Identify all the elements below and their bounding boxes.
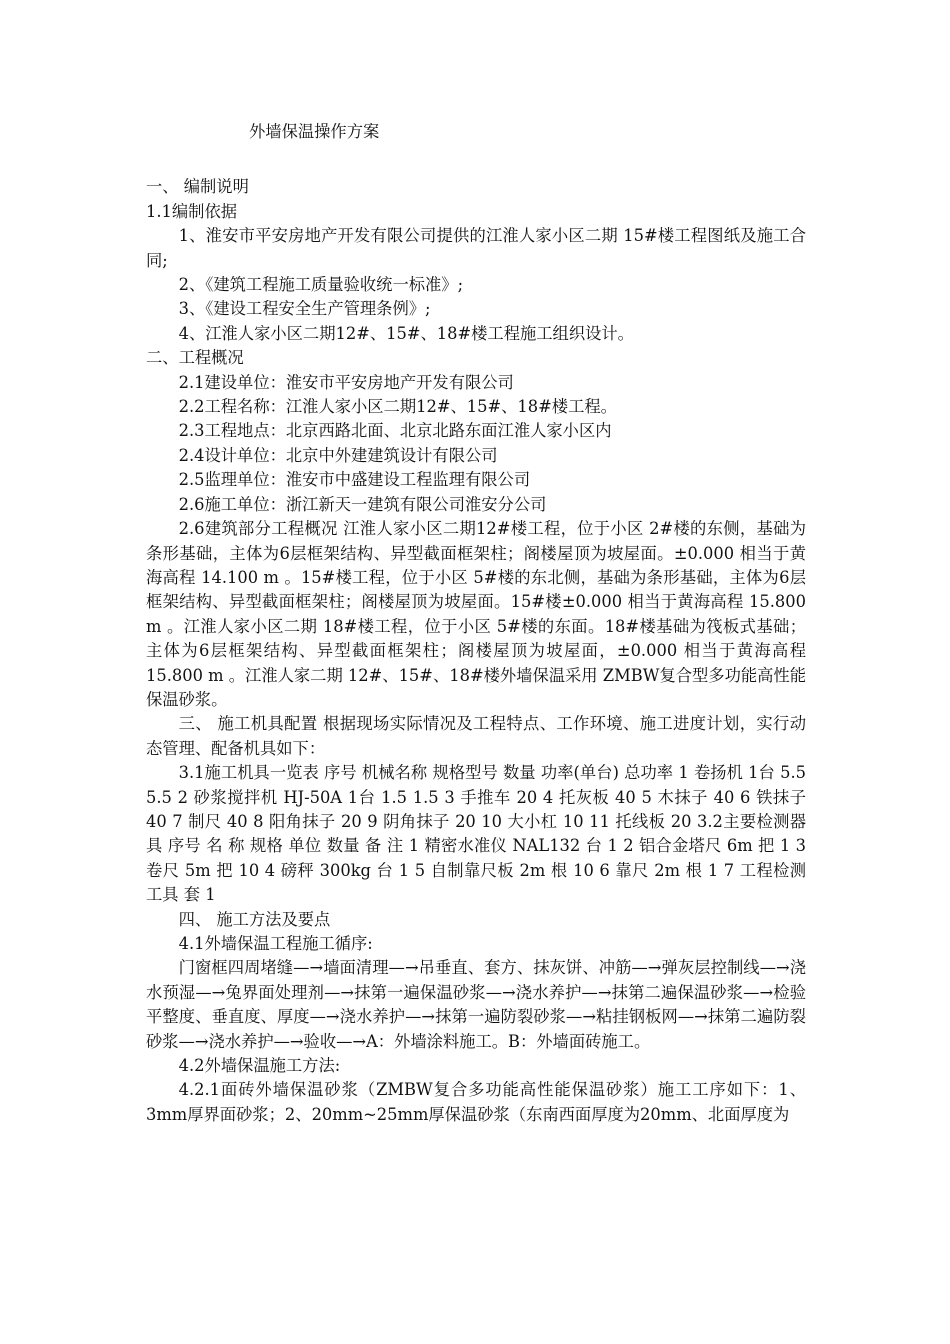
- paragraph: 2.1建设单位：淮安市平安房地产开发有限公司: [178, 372, 514, 392]
- paragraph: 2.6施工单位：浙江新天一建筑有限公司淮安分公司: [178, 494, 547, 514]
- paragraph: 2、《建筑工程施工质量验收统一标准》;: [178, 275, 464, 295]
- paragraph: 2.5监理单位：淮安市中盛建设工程监理有限公司: [178, 470, 531, 490]
- paragraph: 3、《建设工程安全生产管理条例》;: [178, 299, 431, 319]
- paragraph: 2.4设计单位：北京中外建建筑设计有限公司: [178, 445, 498, 465]
- paragraph: 一、 编制说明: [146, 177, 249, 197]
- paragraph: 3.1施工机具一览表 序号 机械名称 规格型号 数量 功率(单台) 总功率 1 卷扬机 1台 5.5 5.5 2 砂浆搅拌机 HJ-50A 1台 1.5 1.5 3 手推车 20 4 托灰板 40 5 木抹子 40 6 铁抹子 40 7 制尺 40 8 阳角抹子 20 9 阴角抹子 20 10 大小杠 10 11 托线板 20 3.2主要检测器具 序号 名 称 规格 单位 数量 备 注 1 精密水准仪 NAL132 台 1 2 铝合金塔尺 6m 把 1 3 卷尺 5m 把 10 4 磅秤 300kg 台 1 5 自制靠尺板 2m 根 10 6 靠尺 2m 根 1 7 工程检测工具 套 1: [146, 763, 806, 905]
- paragraph: 2.2工程名称：江淮人家小区二期12#、15#、18#楼工程。: [178, 397, 617, 417]
- paragraph: 2.3工程地点：北京西路北面、北京北路东面江淮人家小区内: [178, 421, 612, 441]
- document-page: [146, 120, 806, 1127]
- document-title: 外墙保温操作方案: [249, 122, 380, 141]
- paragraph: 4、江淮人家小区二期12#、15#、18#楼工程施工组织设计。: [178, 323, 634, 343]
- paragraph: 二、工程概况: [146, 348, 244, 368]
- paragraph: 1、淮安市平安房地产开发有限公司提供的江淮人家小区二期 15#楼工程图纸及施工合同;: [146, 226, 806, 270]
- document-body: [146, 175, 806, 1127]
- paragraph: 四、 施工方法及要点: [178, 909, 331, 929]
- paragraph: 三、 施工机具配置 根据现场实际情况及工程特点、工作环境、施工进度计划，实行动态管理、配备机具如下：: [146, 714, 806, 758]
- paragraph: 2.6建筑部分工程概况 江淮人家小区二期12#楼工程，位于小区 2#楼的东侧，基础为条形基础，主体为6层框架结构、异型截面框架柱；阁楼屋顶为坡屋面。±0.000 相当于黄海高程 14.100 m 。15#楼工程，位于小区 5#楼的东北侧，基础为条形基础，主体为6层框架结构、异型截面框架柱；阁楼屋顶为坡屋面。15#楼±0.000 相当于黄海高程 15.800 m 。江淮人家小区二期 18#楼工程，位于小区 5#楼的东面。18#楼基础为筏板式基础；主体为6层框架结构、异型截面框架柱；阁楼屋顶为坡屋面，±0.000 相当于黄海高程 15.800 m 。江淮人家二期 12#、15#、18#楼外墙保温采用 ZMBW复合型多功能高性能保温砂浆。: [146, 519, 806, 709]
- paragraph: 1.1编制依据: [146, 201, 238, 221]
- paragraph: 4.2外墙保温施工方法:: [178, 1056, 341, 1076]
- paragraph: 门窗框四周堵缝—→墙面清理—→吊垂直、套方、抹灰饼、冲筋—→弹灰层控制线—→浇水预湿—→兔界面处理剂—→抹第一遍保温砂浆—→浇水养护—→抹第二遍保温砂浆—→检验平整度、垂直度、厚度—→浇水养护—→抹第一遍防裂砂浆—→粘挂钢板网—→抹第二遍防裂砂浆—→浇水养护—→验收—→A：外墙涂料施工。B：外墙面砖施工。: [146, 958, 806, 1051]
- paragraph: 4.2.1面砖外墙保温砂浆（ZMBW复合多功能高性能保温砂浆）施工工序如下：1、3mm厚界面砂浆；2、20mm~25mm厚保温砂浆（东南西面厚度为20mm、北面厚度为: [146, 1080, 806, 1124]
- paragraph: 4.1外墙保温工程施工循序:: [178, 934, 373, 953]
